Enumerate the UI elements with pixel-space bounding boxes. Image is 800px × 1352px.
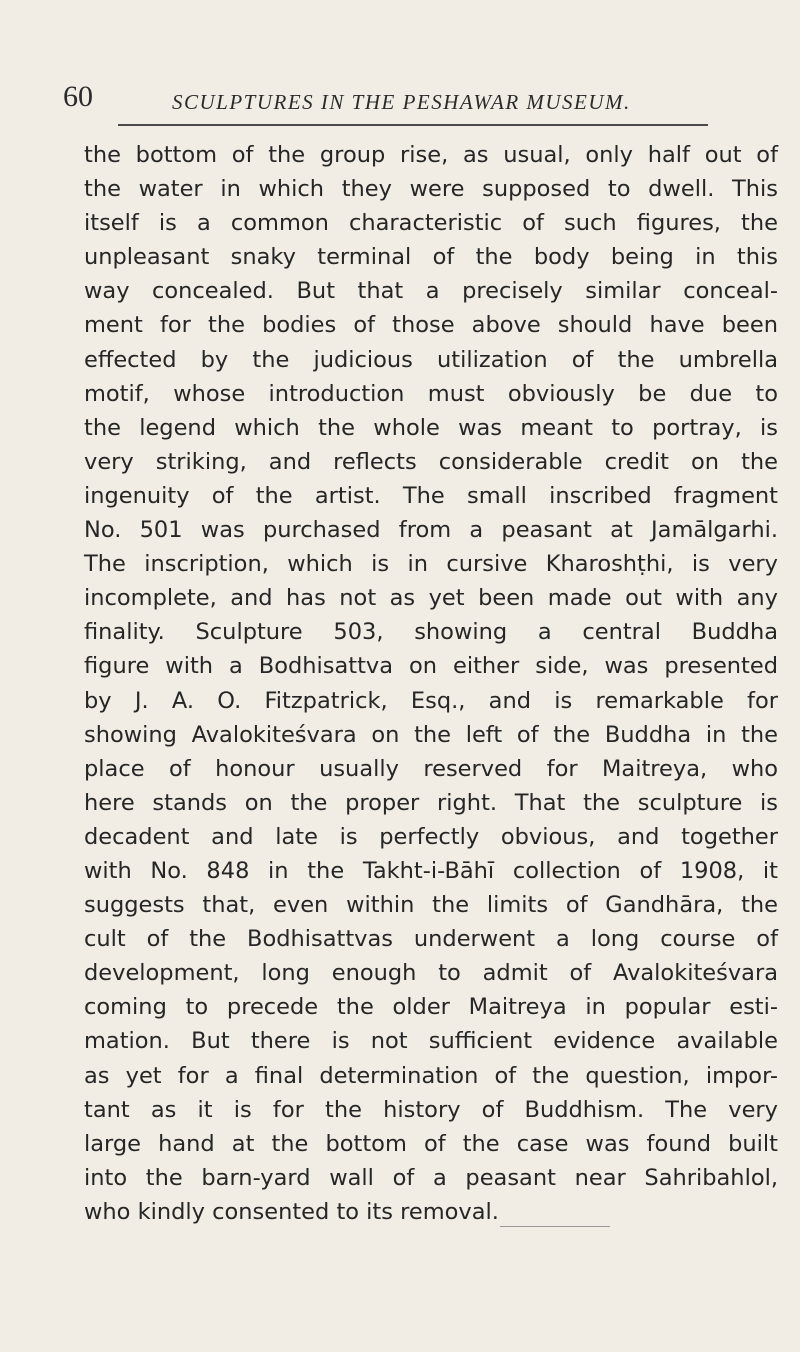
text-line: suggests that, even within the limits of Gandhāra, the	[84, 892, 778, 919]
text-line: the water in which they were supposed to dwell. This	[84, 176, 778, 203]
page-number: 60	[63, 80, 93, 113]
text-line: No. 501 was purchased from a peasant at Jamālgarhi.	[84, 517, 778, 544]
text-line: very striking, and reflects considerable credit on the	[84, 448, 778, 475]
text-line: into the barn-yard wall of a peasant near Sahribahlol,	[84, 1164, 778, 1191]
text-line: here stands on the proper right. That the sculpture is	[84, 789, 778, 816]
text-line: motif, whose introduction must obviously be due to	[84, 380, 778, 407]
text-line: showing Avalokiteśvara on the left of the Buddha in the	[84, 721, 778, 748]
text-line: ingenuity of the artist. The small inscribed fragment	[84, 482, 778, 509]
text-line: decadent and late is perfectly obvious, and together	[84, 823, 778, 850]
text-line: by J. A. O. Fitzpatrick, Esq., and is remarkable for	[84, 687, 778, 714]
text-line: as yet for a final determination of the question, impor-	[84, 1062, 778, 1089]
header-rule	[118, 124, 708, 126]
text-line: unpleasant snaky terminal of the body being in this	[84, 244, 778, 271]
text-line: way concealed. But that a precisely similar conceal-	[84, 278, 778, 305]
text-line: effected by the judicious utilization of the umbrella	[84, 346, 778, 373]
text-line: large hand at the bottom of the case was found built	[84, 1130, 778, 1157]
text-line: development, long enough to admit of Avalokiteśvara	[84, 960, 778, 987]
text-line: ment for the bodies of those above should have been	[84, 312, 778, 339]
section-end-rule	[500, 1226, 610, 1227]
text-line: incomplete, and has not as yet been made out with any	[84, 585, 778, 612]
text-line: who kindly consented to its removal.	[84, 1198, 499, 1225]
text-line: place of honour usually reserved for Maitreya, who	[84, 755, 778, 782]
text-line: coming to precede the older Maitreya in popular esti-	[84, 994, 778, 1021]
text-line: mation. But there is not sufficient evidence available	[84, 1028, 778, 1055]
text-line: The inscription, which is in cursive Kharoshṭhi, is very	[84, 551, 778, 578]
running-title: SCULPTURES IN THE PESHAWAR MUSEUM.	[172, 90, 631, 114]
text-line: with No. 848 in the Takht-i-Bāhī collection of 1908, it	[84, 857, 778, 884]
text-line: the legend which the whole was meant to portray, is	[84, 414, 778, 441]
text-line: itself is a common characteristic of such figures, the	[84, 210, 778, 237]
body-paragraph	[84, 138, 778, 1229]
text-line: cult of the Bodhisattvas underwent a long course of	[84, 926, 778, 953]
text-line: finality. Sculpture 503, showing a central Buddha	[84, 619, 778, 646]
text-line: figure with a Bodhisattva on either side, was presented	[84, 653, 778, 680]
text-line: tant as it is for the history of Buddhism. The very	[84, 1096, 778, 1123]
text-line: the bottom of the group rise, as usual, only half out of	[84, 142, 778, 168]
